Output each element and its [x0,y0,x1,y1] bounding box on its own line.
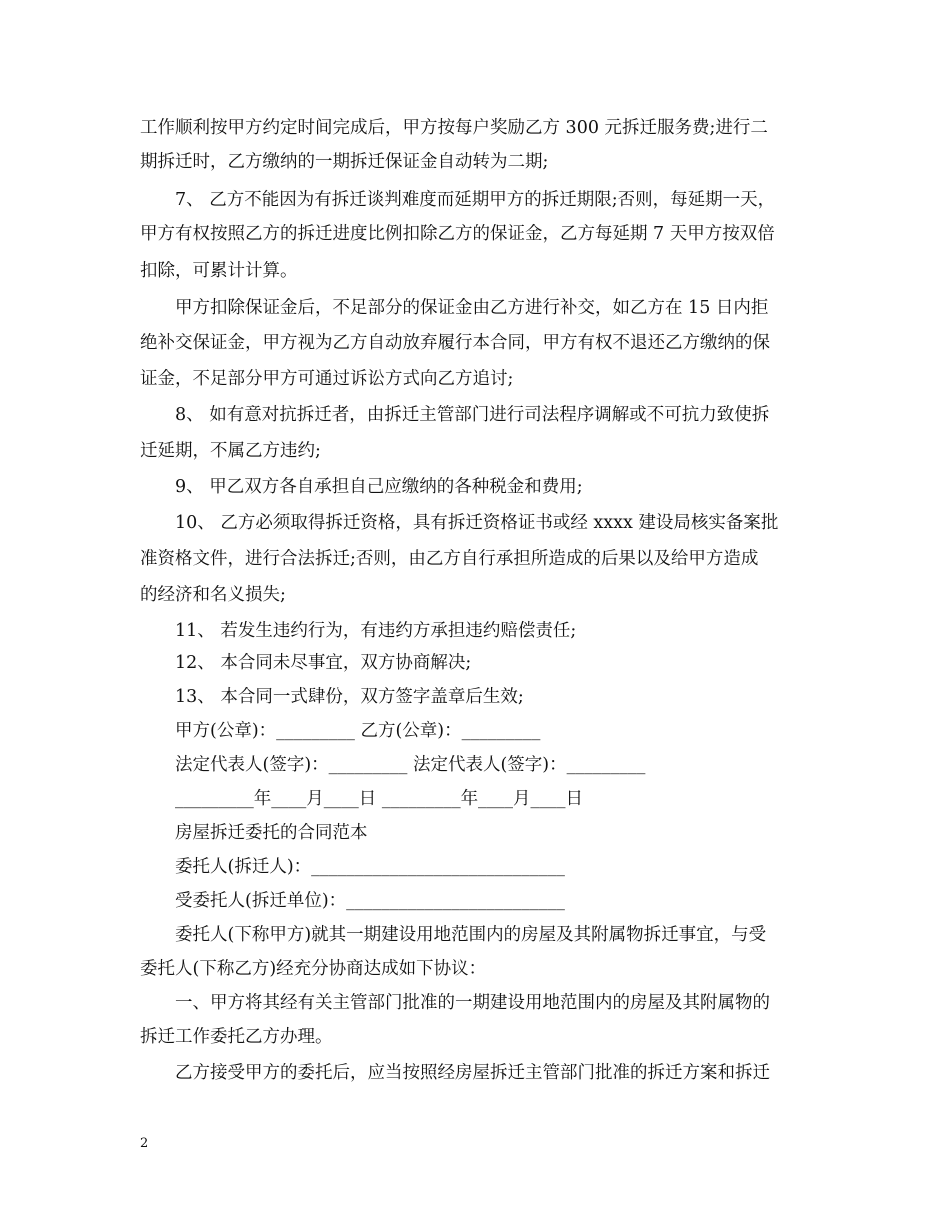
text-line: 12、 本合同未尽事宜，双方协商解决; [175,653,472,673]
text-line: 迁延期，不属乙方违约; [140,441,321,461]
text-line: 准资格文件，进行合法拆迁;否则，由乙方自行承担所造成的后果以及给甲方造成 [140,549,759,569]
text-line: 11、 若发生违约行为，有违约方承担违约赔偿责任; [175,621,577,641]
text-line: 的经济和名义损失; [140,585,286,605]
date-line: _________年____月____日 _________年____月____日 [175,789,584,809]
text-line: 期拆迁时，乙方缴纳的一期拆迁保证金自动转为二期; [140,152,549,172]
party-line: 受委托人(拆迁单位)：_________________________ [175,891,565,911]
text-line: 13、 本合同一式肆份，双方签字盖章后生效; [175,687,524,707]
signature-line: 甲方(公章)：_________ 乙方(公章)：_________ [175,721,541,741]
text-line: 10、 乙方必须取得拆迁资格，具有拆迁资格证书或经 xxxx 建设局核实备案批 [175,513,779,533]
party-line: 委托人(拆迁人)：_____________________________ [175,857,565,877]
section-title: 房屋拆迁委托的合同范本 [175,823,368,843]
text-line: 绝补交保证金，甲方视为乙方自动放弃履行本合同，甲方有权不退还乙方缴纳的保 [140,333,770,353]
text-line: 7、 乙方不能因为有拆迁谈判难度而延期甲方的拆迁期限;否则，每延期一天， [175,190,776,210]
text-line: 拆迁工作委托乙方办理。 [140,1027,333,1047]
signature-line: 法定代表人(签字)：_________ 法定代表人(签字)：_________ [175,755,646,775]
text-line: 工作顺利按甲方约定时间完成后，甲方按每户奖励乙方 300 元拆迁服务费;进行二 [140,118,768,138]
text-line: 证金，不足部分甲方可通过诉讼方式向乙方追讨; [140,369,514,389]
text-line: 委托人(下称甲方)就其一期建设用地范围内的房屋及其附属物拆迁事宜，与受 [175,925,767,945]
text-line: 8、 如有意对抗拆迁者，由拆迁主管部门进行司法程序调解或不可抗力致使拆 [175,405,770,425]
text-line: 乙方接受甲方的委托后，应当按照经房屋拆迁主管部门批准的拆迁方案和拆迁 [175,1063,770,1083]
text-line: 甲方有权按照乙方的拆迁进度比例扣除乙方的保证金，乙方每延期 7 天甲方按双倍 [140,224,775,244]
page-number: 2 [140,1136,149,1151]
text-line: 甲方扣除保证金后，不足部分的保证金由乙方进行补交，如乙方在 15 日内拒 [175,298,769,318]
text-line: 委托人(下称乙方)经充分协商达成如下协议： [140,959,487,979]
text-line: 一、甲方将其经有关主管部门批准的一期建设用地范围内的房屋及其附属物的 [175,993,770,1013]
text-line: 9、 甲乙双方各自承担自己应缴纳的各种税金和费用; [175,477,583,497]
text-line: 扣除，可累计计算。 [140,261,298,281]
